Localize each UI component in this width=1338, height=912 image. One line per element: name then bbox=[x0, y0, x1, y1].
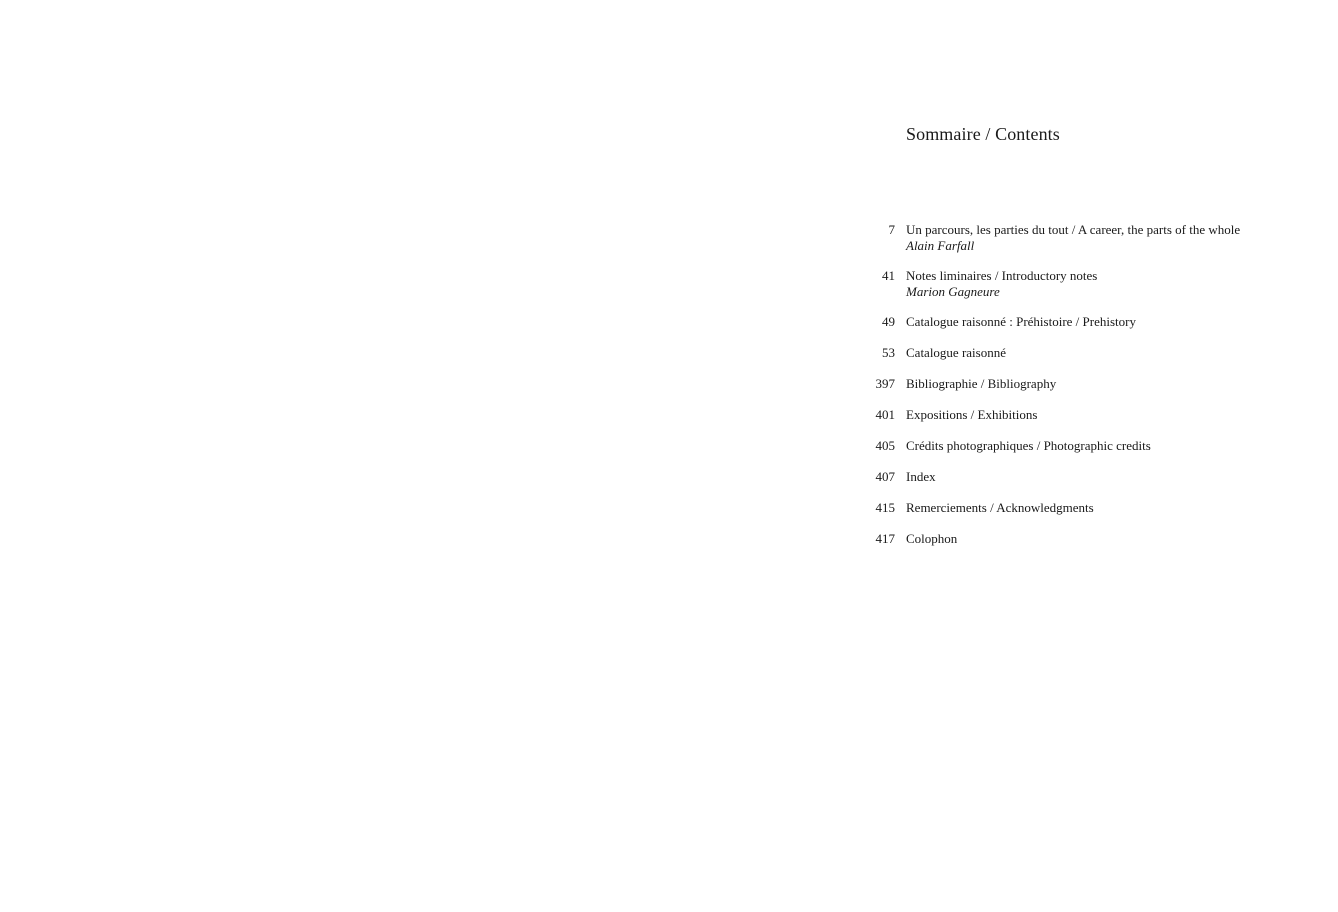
toc-entry[interactable] bbox=[859, 314, 1279, 330]
toc-page-number: 401 bbox=[875, 407, 895, 422]
toc-entry-text bbox=[906, 407, 1037, 423]
toc-page-number: 405 bbox=[875, 438, 895, 453]
toc-page-number: 49 bbox=[882, 314, 895, 329]
toc-entry-title: Un parcours, les parties du tout / A career, the parts of the whole bbox=[906, 222, 1241, 237]
toc-entry[interactable] bbox=[859, 376, 1279, 392]
toc-entry-title: Crédits photographiques / Photographic credits bbox=[906, 438, 1151, 453]
toc-entry[interactable] bbox=[859, 469, 1279, 485]
toc-page-number: 407 bbox=[875, 469, 895, 484]
toc-entry[interactable] bbox=[859, 500, 1279, 516]
contents-title: Sommaire / Contents bbox=[906, 124, 1060, 144]
toc-page-number: 41 bbox=[882, 268, 895, 283]
toc-entry-title: Remerciements / Acknowledgments bbox=[906, 500, 1094, 515]
toc-entry[interactable] bbox=[859, 407, 1279, 423]
toc-entry-text bbox=[906, 376, 1056, 392]
toc-entry-title: Colophon bbox=[906, 531, 958, 546]
toc-entry-text bbox=[906, 345, 1006, 361]
toc-page-number: 415 bbox=[875, 500, 895, 515]
toc-entry-author: Marion Gagneure bbox=[906, 284, 1000, 299]
toc-entry-title: Bibliographie / Bibliography bbox=[906, 376, 1057, 391]
toc-entry[interactable] bbox=[859, 268, 1279, 300]
toc-entry-text bbox=[906, 500, 1094, 516]
toc-page-number: 417 bbox=[875, 531, 895, 546]
toc-entry-text bbox=[906, 469, 936, 485]
toc-entry-text bbox=[906, 222, 1240, 254]
toc-page-number: 397 bbox=[875, 376, 895, 391]
toc-entry[interactable] bbox=[859, 531, 1279, 547]
toc-page-number: 7 bbox=[888, 222, 895, 237]
toc-entry-author: Alain Farfall bbox=[906, 238, 975, 253]
toc-entry[interactable] bbox=[859, 222, 1279, 254]
right-page-contents bbox=[669, 0, 1338, 912]
toc-entry-title: Expositions / Exhibitions bbox=[906, 407, 1038, 422]
toc-entry-text bbox=[906, 314, 1136, 330]
toc-entry-title: Notes liminaires / Introductory notes bbox=[906, 268, 1098, 283]
contents-list bbox=[859, 222, 1279, 562]
toc-entry-text bbox=[906, 531, 957, 547]
toc-entry[interactable] bbox=[859, 438, 1279, 454]
toc-entry-title: Catalogue raisonné : Préhistoire / Prehistory bbox=[906, 314, 1136, 329]
toc-entry-text bbox=[906, 268, 1097, 300]
toc-entry-text bbox=[906, 438, 1151, 454]
toc-entry[interactable] bbox=[859, 345, 1279, 361]
toc-entry-title: Index bbox=[906, 469, 936, 484]
toc-page-number: 53 bbox=[882, 345, 895, 360]
toc-entry-title: Catalogue raisonné bbox=[906, 345, 1006, 360]
